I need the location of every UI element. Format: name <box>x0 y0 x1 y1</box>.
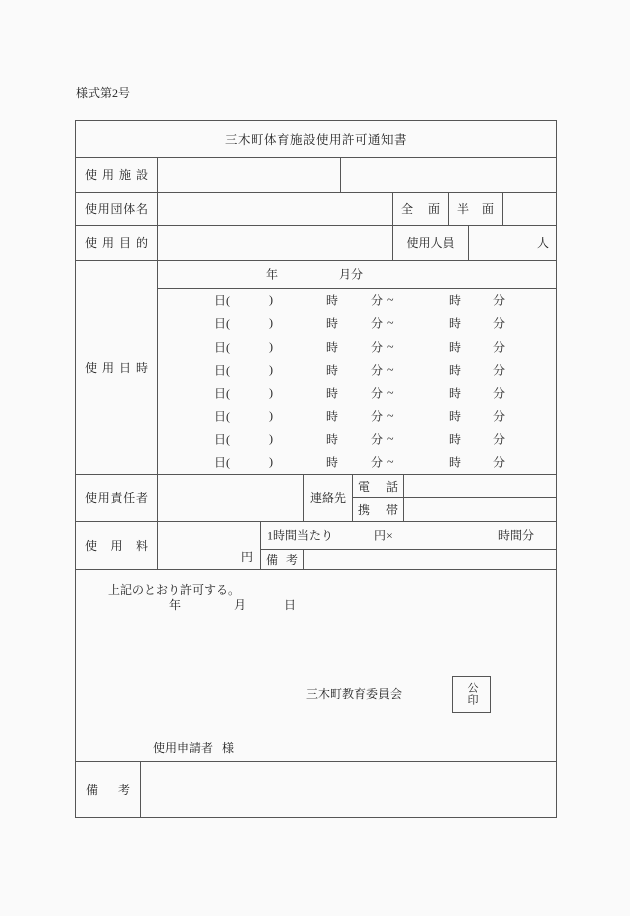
date-row <box>158 451 556 474</box>
hour-to-label: 時 <box>449 386 462 401</box>
fee-label: 使用料 <box>85 538 148 553</box>
form-title: 三木町体育施設使用許可通知書 <box>224 132 407 147</box>
honorific-label: 様 <box>222 740 235 755</box>
applicant-line <box>153 739 234 756</box>
tilde: ~ <box>387 315 394 330</box>
paren-close: ) <box>269 408 273 423</box>
mobile-subrow <box>353 498 556 520</box>
min-to-label: 分 <box>493 455 506 470</box>
official-seal-box <box>452 676 491 713</box>
option-check-cell <box>503 193 556 225</box>
tilde: ~ <box>387 292 394 307</box>
fee-label-cell <box>76 522 158 569</box>
remarks-cell <box>141 762 556 817</box>
paren-close: ) <box>269 315 273 330</box>
phone-number-cell <box>404 475 556 497</box>
attendance-label: 使用人員 <box>406 236 455 251</box>
approval-month-label: 月 <box>234 597 247 612</box>
hour-from-label: 時 <box>326 455 339 470</box>
fee-note-label: 備考 <box>266 552 298 567</box>
hour-to-label: 時 <box>449 293 462 308</box>
paren-close: ) <box>269 431 273 446</box>
mobile-number-cell <box>404 498 556 520</box>
approval-statement: 上記のとおり許可する。 <box>108 582 241 597</box>
organization-name-cell <box>158 193 393 225</box>
date-row <box>158 358 556 381</box>
datetime-body <box>158 289 556 474</box>
tilde: ~ <box>387 339 394 354</box>
mobile-label: 携帯 <box>358 503 398 518</box>
mobile-label-cell <box>353 498 404 520</box>
contact-label: 連絡先 <box>309 491 346 506</box>
year-label: 年 <box>266 267 279 282</box>
min-to-label: 分 <box>493 340 506 355</box>
remarks-row <box>76 762 556 817</box>
datetime-header-row <box>158 261 556 289</box>
remarks-label: 備考 <box>86 783 130 798</box>
min-from-label: 分 <box>371 409 384 424</box>
tilde: ~ <box>387 362 394 377</box>
paren-close: ) <box>269 454 273 469</box>
fee-note-label-cell <box>261 550 304 569</box>
day-label: 日( <box>214 340 230 355</box>
hour-to-label: 時 <box>449 363 462 378</box>
date-row <box>158 381 556 404</box>
tilde: ~ <box>387 454 394 469</box>
day-label: 日( <box>214 316 230 331</box>
attendance-label-cell <box>393 226 469 260</box>
min-from-label: 分 <box>371 363 384 378</box>
yen-unit: 円 <box>240 549 253 564</box>
hour-from-label: 時 <box>326 386 339 401</box>
min-from-label: 分 <box>371 340 384 355</box>
remarks-label-cell <box>76 762 141 817</box>
manager-row <box>76 475 556 522</box>
phone-subrow <box>353 475 556 498</box>
approval-section <box>76 570 556 762</box>
organization-label-cell <box>76 193 158 225</box>
approval-date-line <box>76 596 556 610</box>
full-option-cell <box>393 193 449 225</box>
hour-to-label: 時 <box>449 432 462 447</box>
tilde: ~ <box>387 431 394 446</box>
paren-close: ) <box>269 362 273 377</box>
fee-calc-line <box>261 522 556 550</box>
month-label: 月分 <box>339 267 364 282</box>
min-from-label: 分 <box>371 316 384 331</box>
per-hour-label: 1時間当たり <box>267 528 334 543</box>
hour-to-label: 時 <box>449 455 462 470</box>
applicant-label: 使用申請者 <box>153 740 214 755</box>
official-seal-label: 公印 <box>466 682 478 707</box>
datetime-label-cell <box>76 261 158 474</box>
day-label: 日( <box>214 432 230 447</box>
min-from-label: 分 <box>371 386 384 401</box>
facility-label: 使用施設 <box>85 168 148 183</box>
form-title-row <box>76 121 556 158</box>
purpose-label: 使用目的 <box>85 236 148 251</box>
min-to-label: 分 <box>493 409 506 424</box>
full-option-label: 全面 <box>401 202 440 217</box>
day-label: 日( <box>214 363 230 378</box>
day-label: 日( <box>214 455 230 470</box>
fee-note-cell <box>304 550 556 569</box>
manager-name-cell <box>158 475 304 521</box>
min-to-label: 分 <box>493 432 506 447</box>
facility-input-cell <box>158 158 341 192</box>
approval-day-label: 日 <box>284 597 297 612</box>
day-label: 日( <box>214 293 230 308</box>
hour-to-label: 時 <box>449 409 462 424</box>
purpose-label-cell <box>76 226 158 260</box>
phone-label-cell <box>353 475 404 497</box>
hour-from-label: 時 <box>326 293 339 308</box>
hour-to-label: 時 <box>449 316 462 331</box>
fee-amount-cell <box>158 522 261 569</box>
min-from-label: 分 <box>371 293 384 308</box>
min-to-label: 分 <box>493 363 506 378</box>
phone-label: 電話 <box>358 479 398 494</box>
datetime-grid <box>158 261 556 474</box>
attendance-count-cell <box>469 226 556 260</box>
purpose-input-cell <box>158 226 393 260</box>
hour-from-label: 時 <box>326 363 339 378</box>
paren-close: ) <box>269 292 273 307</box>
date-row <box>158 289 556 312</box>
date-row <box>158 335 556 358</box>
date-row <box>158 428 556 451</box>
fee-detail-grid <box>261 522 556 569</box>
day-label: 日( <box>214 386 230 401</box>
manager-label: 使用責任者 <box>85 491 148 506</box>
purpose-row <box>76 226 556 261</box>
manager-label-cell <box>76 475 158 521</box>
hour-from-label: 時 <box>326 316 339 331</box>
yen-times-label: 円× <box>374 528 393 543</box>
hours-label: 時間分 <box>498 528 535 543</box>
half-option-cell <box>449 193 503 225</box>
facility-sub-cell <box>341 158 556 192</box>
hour-from-label: 時 <box>326 409 339 424</box>
date-row <box>158 404 556 427</box>
facility-label-cell <box>76 158 158 192</box>
hour-from-label: 時 <box>326 432 339 447</box>
half-option-label: 半面 <box>457 202 494 217</box>
min-to-label: 分 <box>493 293 506 308</box>
paren-close: ) <box>269 339 273 354</box>
day-label: 日( <box>214 409 230 424</box>
min-to-label: 分 <box>493 316 506 331</box>
fee-note-subrow <box>261 550 556 569</box>
organization-label: 使用団体名 <box>85 202 148 217</box>
hour-from-label: 時 <box>326 340 339 355</box>
contact-label-cell <box>304 475 353 521</box>
facility-row <box>76 158 556 193</box>
permit-form-table <box>75 120 557 818</box>
form-number: 様式第2号 <box>76 86 131 100</box>
person-unit: 人 <box>536 236 549 251</box>
tilde: ~ <box>387 385 394 400</box>
hour-to-label: 時 <box>449 340 462 355</box>
fee-row <box>76 522 556 570</box>
date-row <box>158 312 556 335</box>
datetime-label: 使用日時 <box>85 360 148 375</box>
approval-year-label: 年 <box>169 597 182 612</box>
min-from-label: 分 <box>371 432 384 447</box>
tilde: ~ <box>387 408 394 423</box>
committee-name: 三木町教育委員会 <box>306 686 403 701</box>
contact-grid <box>353 475 556 521</box>
datetime-section <box>76 261 556 475</box>
paren-close: ) <box>269 385 273 400</box>
organization-row <box>76 193 556 226</box>
min-from-label: 分 <box>371 455 384 470</box>
min-to-label: 分 <box>493 386 506 401</box>
